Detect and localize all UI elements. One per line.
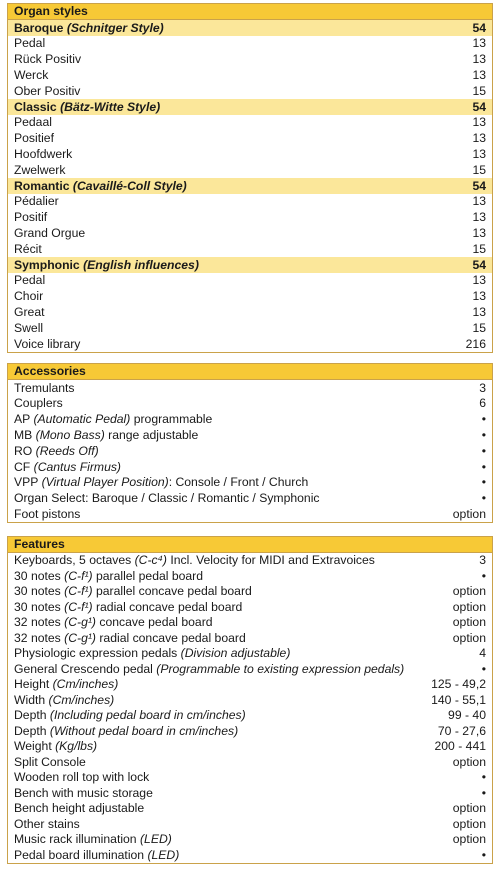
row-label [14, 770, 149, 784]
row-label [14, 646, 290, 660]
label-italic: (C-f¹) [64, 568, 93, 583]
label-text: Wooden roll top with lock [14, 770, 150, 785]
row-value: • [481, 785, 486, 800]
label-text: RO [14, 443, 36, 458]
label-text: Split Console [14, 754, 86, 769]
label-text: Keyboards, 5 octaves [14, 553, 135, 568]
label-suffix: radial concave pedal board [95, 630, 246, 645]
voice-count: 13 [472, 273, 486, 288]
label-text: Width [14, 692, 49, 707]
label-italic: (Including pedal board in cm/inches) [49, 708, 246, 723]
list-item [8, 51, 492, 67]
row-label [14, 693, 114, 707]
style-total: 54 [472, 20, 486, 35]
table-row [8, 630, 492, 646]
row-label [14, 491, 320, 505]
label-text: 32 notes [14, 615, 65, 630]
division-name: Ober Positiv [14, 83, 81, 98]
label-italic: (Division adjustable) [180, 646, 291, 661]
style-group-title [14, 21, 164, 35]
row-label [14, 662, 404, 676]
voice-count: 15 [472, 162, 486, 177]
division-name: Positief [14, 131, 54, 146]
row-label [14, 739, 97, 753]
table-row [8, 661, 492, 677]
table-row [8, 816, 492, 832]
table-row [8, 692, 492, 708]
row-value: option [452, 599, 486, 614]
table-row [8, 506, 492, 522]
voice-count: 13 [472, 36, 486, 51]
row-label [14, 615, 213, 629]
label-text: 30 notes [14, 568, 65, 583]
label-italic: (C-g¹) [64, 630, 96, 645]
list-item [8, 320, 492, 336]
table-row [8, 770, 492, 786]
row-value: • [481, 412, 486, 427]
table-row [8, 754, 492, 770]
table-title: Organ styles [14, 4, 88, 19]
label-italic: (Cantus Firmus) [33, 459, 121, 474]
label-text: VPP [14, 475, 42, 490]
division-name: Zwelwerk [14, 162, 66, 177]
voice-count: 15 [472, 320, 486, 335]
label-text: MB [14, 428, 36, 443]
voice-count: 13 [472, 210, 486, 225]
table-row [8, 490, 492, 506]
row-label [14, 475, 308, 489]
row-label [14, 801, 144, 815]
table-row [8, 723, 492, 739]
voice-count: 13 [472, 289, 486, 304]
table-header [8, 364, 492, 380]
organ-styles-table [7, 3, 493, 353]
table-row [8, 832, 492, 848]
row-value: • [481, 568, 486, 583]
label-text: Bench with music storage [14, 785, 153, 800]
table-row [8, 739, 492, 755]
list-item [8, 273, 492, 289]
label-italic: (LED) [139, 832, 172, 847]
accessories-body [8, 380, 492, 522]
table-row [8, 427, 492, 443]
row-value: option [452, 584, 486, 599]
row-value: option [452, 754, 486, 769]
table-row [8, 677, 492, 693]
list-item [8, 36, 492, 52]
features-table [7, 536, 493, 864]
row-value: option [452, 801, 486, 816]
style-description: (Cavaillé-Coll Style) [72, 178, 187, 193]
table-row [8, 459, 492, 475]
table-row [8, 599, 492, 615]
division-name: Choir [14, 289, 44, 304]
row-label [14, 600, 242, 614]
style-group-title [14, 100, 160, 114]
row-label [14, 786, 153, 800]
label-text: Height [14, 677, 53, 692]
row-label [14, 677, 118, 691]
accessories-table [7, 363, 493, 523]
voice-count: 15 [472, 241, 486, 256]
row-label [14, 708, 246, 722]
row-label [14, 569, 203, 583]
style-group-header [8, 99, 492, 115]
style-group-header [8, 178, 492, 194]
voice-count: 15 [472, 83, 486, 98]
label-text: AP [14, 412, 34, 427]
list-item [8, 225, 492, 241]
division-name: Pedaal [14, 115, 52, 130]
row-value: • [481, 847, 486, 862]
row-value: 216 [465, 336, 486, 351]
label-text: Weight [14, 739, 56, 754]
table-row [8, 396, 492, 412]
row-label [14, 460, 121, 474]
list-item [8, 288, 492, 304]
row-value: 3 [479, 553, 486, 568]
style-name: Baroque [14, 20, 64, 35]
style-description: (Bätz-Witte Style) [60, 99, 161, 114]
row-value: • [481, 770, 486, 785]
row-value: 70 - 27,6 [437, 723, 486, 738]
label-suffix: : Console / Front / Church [168, 475, 309, 490]
style-group-header [8, 20, 492, 36]
division-name: Grand Orgue [14, 226, 86, 241]
row-label [14, 412, 212, 426]
row-label [14, 381, 75, 395]
division-name: Werck [14, 68, 49, 83]
row-label [14, 507, 80, 521]
row-value: • [481, 428, 486, 443]
row-label [14, 724, 238, 738]
label-italic: (C-g¹) [64, 615, 96, 630]
voice-library-row [8, 336, 492, 352]
label-text: Other stains [14, 816, 80, 831]
label-italic: (Cm/inches) [52, 677, 119, 692]
division-name: Swell [14, 320, 44, 335]
row-value: option [452, 507, 486, 522]
label-text: 32 notes [14, 630, 65, 645]
label-text: Physiologic expression pedals [14, 646, 181, 661]
table-row [8, 380, 492, 396]
label-suffix: radial concave pedal board [92, 599, 243, 614]
label-text: Bench height adjustable [14, 801, 145, 816]
row-value: 125 - 49,2 [431, 677, 486, 692]
row-value: option [452, 630, 486, 645]
style-group-header [8, 257, 492, 273]
label-text: Pedal board illumination [14, 847, 148, 862]
list-item [8, 162, 492, 178]
list-item [8, 130, 492, 146]
division-name: Récit [14, 241, 42, 256]
division-name: Positif [14, 210, 48, 225]
row-label [14, 832, 172, 846]
label-italic: (Without pedal board in cm/inches) [49, 723, 239, 738]
division-name: Pedal [14, 273, 46, 288]
table-row [8, 584, 492, 600]
label-text: Depth [14, 723, 50, 738]
division-name: Pédalier [14, 194, 59, 209]
row-value: 200 - 441 [434, 739, 486, 754]
label-italic: (Kg/lbs) [55, 739, 98, 754]
label-text: CF [14, 459, 34, 474]
division-name: Hoofdwerk [14, 147, 73, 162]
division-name: Rück Positiv [14, 52, 82, 67]
style-name: Romantic [14, 178, 70, 193]
row-value: • [481, 443, 486, 458]
row-value: option [452, 832, 486, 847]
list-item [8, 194, 492, 210]
voice-count: 13 [472, 115, 486, 130]
row-value: 140 - 55,1 [431, 692, 486, 707]
row-value: • [481, 661, 486, 676]
voice-count: 13 [472, 68, 486, 83]
table-row [8, 443, 492, 459]
table-row [8, 568, 492, 584]
label-text: Organ Select: Baroque / Classic / Romantic / Symphonic [14, 491, 320, 506]
row-label [14, 817, 80, 831]
voice-count: 13 [472, 194, 486, 209]
list-item [8, 209, 492, 225]
row-value: • [481, 491, 486, 506]
division-name: Great [14, 305, 45, 320]
row-label [14, 428, 198, 442]
label-italic: (C-f¹) [64, 584, 93, 599]
list-item [8, 304, 492, 320]
label-suffix: programmable [130, 412, 213, 427]
voice-count: 13 [472, 147, 486, 162]
row-label [14, 631, 246, 645]
table-row [8, 801, 492, 817]
table-row [8, 553, 492, 569]
table-row [8, 646, 492, 662]
row-value: option [452, 816, 486, 831]
label-italic: (Reeds Off) [35, 443, 99, 458]
label-suffix: concave pedal board [95, 615, 213, 630]
row-value: 4 [479, 646, 486, 661]
label-italic: (LED) [147, 847, 180, 862]
label-text: Music rack illumination [14, 832, 140, 847]
style-group-title [14, 258, 199, 272]
style-total: 54 [472, 257, 486, 272]
row-label: Voice library [14, 336, 81, 351]
label-italic: (C-f¹) [64, 599, 93, 614]
style-total: 54 [472, 99, 486, 114]
row-label [14, 396, 63, 410]
label-text: Tremulants [14, 380, 75, 395]
table-title: Accessories [14, 364, 86, 379]
table-title: Features [14, 537, 65, 552]
table-header [8, 537, 492, 553]
label-text: Depth [14, 708, 50, 723]
row-value: 99 - 40 [448, 708, 486, 723]
row-label [14, 755, 86, 769]
voice-count: 13 [472, 305, 486, 320]
table-row [8, 708, 492, 724]
organ-styles-body [8, 20, 492, 336]
label-suffix: parallel pedal board [92, 568, 204, 583]
division-name: Pedal [14, 36, 46, 51]
label-italic: (Automatic Pedal) [33, 412, 131, 427]
row-value: • [481, 459, 486, 474]
label-text: Couplers [14, 396, 63, 411]
table-row [8, 411, 492, 427]
row-label [14, 584, 252, 598]
table-row [8, 785, 492, 801]
style-group-title [14, 179, 187, 193]
row-label [14, 848, 179, 862]
style-description: (English influences) [83, 257, 199, 272]
row-label [14, 444, 99, 458]
style-total: 54 [472, 178, 486, 193]
list-item [8, 67, 492, 83]
label-italic: (Programmable to existing expression pedals) [156, 661, 405, 676]
list-item [8, 83, 492, 99]
label-text: 30 notes [14, 599, 65, 614]
table-header [8, 4, 492, 20]
label-italic: (Mono Bass) [35, 428, 105, 443]
list-item [8, 241, 492, 257]
label-italic: (C-c⁴) [134, 553, 167, 568]
label-suffix: Incl. Velocity for MIDI and Extravoices [166, 553, 375, 568]
label-italic: (Cm/inches) [48, 692, 115, 707]
list-item [8, 115, 492, 131]
label-text: General Crescendo pedal [14, 661, 157, 676]
label-italic: (Virtual Player Position) [41, 475, 169, 490]
style-name: Symphonic [14, 257, 80, 272]
table-row [8, 847, 492, 863]
voice-count: 13 [472, 226, 486, 241]
label-suffix: parallel concave pedal board [92, 584, 252, 599]
style-name: Classic [14, 99, 57, 114]
voice-count: 13 [472, 52, 486, 67]
voice-count: 13 [472, 131, 486, 146]
row-value: 3 [479, 380, 486, 395]
table-row [8, 615, 492, 631]
label-text: 30 notes [14, 584, 65, 599]
features-body [8, 553, 492, 863]
row-value: • [481, 475, 486, 490]
row-label [14, 553, 375, 567]
row-value: 6 [479, 396, 486, 411]
list-item [8, 146, 492, 162]
table-row [8, 475, 492, 491]
label-suffix: range adjustable [104, 428, 199, 443]
label-text: Foot pistons [14, 507, 81, 522]
style-description: (Schnitger Style) [66, 20, 164, 35]
row-value: option [452, 615, 486, 630]
